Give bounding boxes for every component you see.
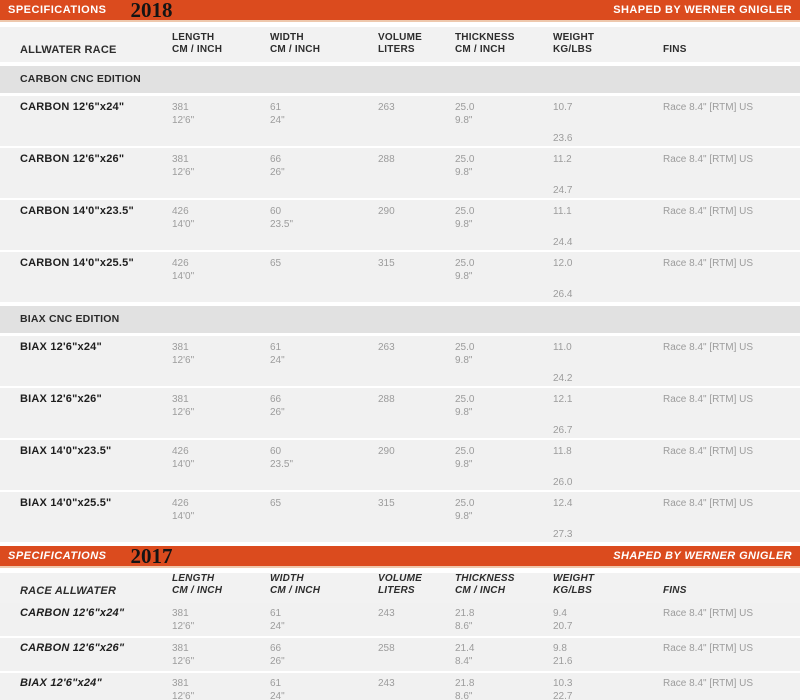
thickness-value-imperial: 9.8" <box>455 167 473 178</box>
fins-spec: Race 8.4" [RTM] US <box>663 394 754 405</box>
table-header-row <box>0 573 800 603</box>
length-value <box>172 200 270 250</box>
volume-liters: 290 <box>378 206 395 217</box>
weight-kg: 10.3 <box>553 678 573 689</box>
width-value <box>270 96 378 146</box>
fins-value <box>663 492 800 542</box>
volume-value <box>378 336 455 386</box>
board-name: BIAX 12'6"x24" <box>20 677 102 689</box>
width-value-metric: 66 <box>270 394 282 405</box>
length-value <box>172 673 270 700</box>
weight-lbs: 24.7 <box>553 185 573 196</box>
width-value-imperial: 24" <box>270 355 285 366</box>
specifications-bar <box>0 546 800 568</box>
year-label: 2018 <box>130 0 173 22</box>
volume-liters: 243 <box>378 608 395 619</box>
volume-liters: 243 <box>378 678 395 689</box>
fins-value <box>663 252 800 302</box>
board-name: BIAX 12'6"x24" <box>20 341 102 353</box>
weight-value <box>553 96 663 146</box>
thickness-value-metric: 25.0 <box>455 498 475 509</box>
fins-spec: Race 8.4" [RTM] US <box>663 154 754 165</box>
thickness-value <box>455 336 553 386</box>
width-value-imperial: 24" <box>270 115 285 126</box>
width-value-metric: 65 <box>270 498 282 509</box>
weight-kg: 12.0 <box>553 258 573 269</box>
length-value <box>172 96 270 146</box>
weight-lbs: 23.6 <box>553 133 573 144</box>
thickness-value <box>455 252 553 302</box>
width-value-metric: 66 <box>270 643 282 654</box>
volume-value <box>378 603 455 636</box>
thickness-value <box>455 673 553 700</box>
length-value-metric: 381 <box>172 678 189 689</box>
width-value <box>270 200 378 250</box>
thickness-value <box>455 388 553 438</box>
board-name: CARBON 12'6"x26" <box>20 642 125 654</box>
weight-lbs: 26.4 <box>553 289 573 300</box>
weight-value <box>553 336 663 386</box>
length-value-imperial: 14'0" <box>172 271 195 282</box>
thickness-value-imperial: 9.8" <box>455 271 473 282</box>
volume-liters: 288 <box>378 154 395 165</box>
volume-value <box>378 673 455 700</box>
thickness-value <box>455 440 553 490</box>
thickness-value-metric: 25.0 <box>455 342 475 353</box>
width-value-metric: 60 <box>270 446 282 457</box>
weight-lbs: 26.7 <box>553 425 573 436</box>
fins-value <box>663 200 800 250</box>
fins-spec: Race 8.4" [RTM] US <box>663 498 754 509</box>
weight-lbs: 20.7 <box>553 621 573 632</box>
year-label: 2017 <box>130 544 173 568</box>
width-value-imperial: 23.5" <box>270 459 294 470</box>
bar-left <box>0 0 613 20</box>
fins-value <box>663 440 800 490</box>
thickness-value-metric: 21.8 <box>455 678 475 689</box>
fins-spec: Race 8.4" [RTM] US <box>663 258 754 269</box>
width-value-metric: 61 <box>270 608 282 619</box>
length-value-imperial: 14'0" <box>172 511 195 522</box>
board-name: CARBON 14'0"x23.5" <box>20 205 134 217</box>
volume-value <box>378 388 455 438</box>
length-value-metric: 381 <box>172 608 189 619</box>
column-header-fins: FINS <box>663 585 687 596</box>
width-value-metric: 61 <box>270 342 282 353</box>
spec-row <box>0 638 800 671</box>
weight-kg: 11.0 <box>553 342 572 353</box>
length-value-metric: 426 <box>172 206 189 217</box>
weight-kg: 9.8 <box>553 643 567 654</box>
length-value-imperial: 12'6" <box>172 115 195 126</box>
thickness-value-metric: 21.4 <box>455 643 475 654</box>
thickness-value-imperial: 9.8" <box>455 219 473 230</box>
board-name: CARBON 12'6"x24" <box>20 607 125 619</box>
spec-row <box>0 673 800 700</box>
board-name: CARBON 14'0"x25.5" <box>20 257 134 269</box>
length-value-metric: 381 <box>172 394 189 405</box>
volume-liters: 290 <box>378 446 395 457</box>
column-header-thickness: THICKNESS CM / INCH <box>455 573 515 596</box>
width-value <box>270 148 378 198</box>
length-value <box>172 148 270 198</box>
thickness-value <box>455 603 553 636</box>
length-value <box>172 603 270 636</box>
spec-row <box>0 148 800 198</box>
bar-left <box>0 546 613 566</box>
thickness-value <box>455 200 553 250</box>
weight-lbs: 21.6 <box>553 656 573 667</box>
thickness-value-metric: 25.0 <box>455 154 475 165</box>
thickness-value-metric: 25.0 <box>455 102 475 113</box>
width-value <box>270 673 378 700</box>
weight-kg: 11.2 <box>553 154 572 165</box>
weight-value <box>553 440 663 490</box>
section-2017 <box>0 546 800 700</box>
fins-value <box>663 638 800 671</box>
length-value-metric: 381 <box>172 643 189 654</box>
weight-lbs: 24.4 <box>553 237 573 248</box>
category-label: RACE ALLWATER <box>20 585 117 597</box>
length-value-metric: 426 <box>172 258 189 269</box>
spec-row <box>0 96 800 146</box>
spec-row <box>0 388 800 438</box>
width-value-imperial: 26" <box>270 167 285 178</box>
thickness-value-imperial: 8.6" <box>455 621 473 632</box>
fins-spec: Race 8.4" [RTM] US <box>663 342 754 353</box>
length-value-imperial: 12'6" <box>172 621 195 632</box>
weight-value <box>553 388 663 438</box>
thickness-value-imperial: 9.8" <box>455 115 473 126</box>
volume-value <box>378 440 455 490</box>
category-label: ALLWATER RACE <box>20 44 117 56</box>
column-header-weight: WEIGHT KG/LBS <box>553 573 595 596</box>
column-header-width: WIDTH CM / INCH <box>270 573 321 596</box>
board-name: BIAX 14'0"x23.5" <box>20 445 112 457</box>
length-value <box>172 638 270 671</box>
fins-spec: Race 8.4" [RTM] US <box>663 643 754 654</box>
column-header-volume: VOLUME LITERS <box>378 32 422 55</box>
weight-kg: 11.8 <box>553 446 572 457</box>
length-value <box>172 440 270 490</box>
weight-value <box>553 638 663 671</box>
width-value-metric: 66 <box>270 154 282 165</box>
length-value <box>172 388 270 438</box>
fins-spec: Race 8.4" [RTM] US <box>663 206 754 217</box>
weight-lbs: 22.7 <box>553 691 573 700</box>
length-value-imperial: 14'0" <box>172 459 195 470</box>
thickness-value-metric: 21.8 <box>455 608 475 619</box>
width-value <box>270 638 378 671</box>
volume-value <box>378 492 455 542</box>
column-header-thickness: THICKNESS CM / INCH <box>455 32 515 55</box>
thickness-value <box>455 148 553 198</box>
column-header-length: LENGTH CM / INCH <box>172 573 223 596</box>
spec-row <box>0 603 800 636</box>
shaper-credit: SHAPED BY WERNER GNIGLER <box>613 550 792 562</box>
weight-lbs: 27.3 <box>553 529 573 540</box>
weight-kg: 9.4 <box>553 608 567 619</box>
rows-2017 <box>0 603 800 700</box>
weight-value <box>553 148 663 198</box>
board-name: CARBON 12'6"x24" <box>20 101 125 113</box>
fins-value <box>663 336 800 386</box>
length-value <box>172 252 270 302</box>
width-value-metric: 60 <box>270 206 282 217</box>
length-value-imperial: 12'6" <box>172 167 195 178</box>
column-header-fins: FINS <box>663 44 687 55</box>
weight-lbs: 26.0 <box>553 477 573 488</box>
table-header-row <box>0 27 800 62</box>
spec-row <box>0 440 800 490</box>
volume-value <box>378 96 455 146</box>
thickness-value-imperial: 9.8" <box>455 459 473 470</box>
rows-2018 <box>0 66 800 542</box>
thickness-value-imperial: 8.4" <box>455 656 473 667</box>
width-value <box>270 440 378 490</box>
length-value-metric: 381 <box>172 102 189 113</box>
weight-lbs: 24.2 <box>553 373 573 384</box>
category-header <box>0 27 172 62</box>
width-value-metric: 65 <box>270 258 282 269</box>
width-value-metric: 61 <box>270 102 282 113</box>
width-value <box>270 603 378 636</box>
fins-spec: Race 8.4" [RTM] US <box>663 446 754 457</box>
spec-row <box>0 336 800 386</box>
thickness-value-metric: 25.0 <box>455 206 475 217</box>
column-header-weight: WEIGHT KG/LBS <box>553 32 595 55</box>
category-header <box>0 573 172 603</box>
width-value-imperial: 26" <box>270 407 285 418</box>
thickness-value <box>455 638 553 671</box>
volume-liters: 263 <box>378 342 395 353</box>
column-header-width: WIDTH CM / INCH <box>270 32 321 55</box>
volume-liters: 263 <box>378 102 395 113</box>
specifications-bar <box>0 0 800 22</box>
thickness-value-metric: 25.0 <box>455 394 475 405</box>
width-value <box>270 492 378 542</box>
board-name: BIAX 12'6"x26" <box>20 393 102 405</box>
fins-spec: Race 8.4" [RTM] US <box>663 102 754 113</box>
group-band: BIAX CNC EDITION <box>0 306 800 333</box>
width-value-imperial: 24" <box>270 621 285 632</box>
fins-value <box>663 148 800 198</box>
spec-row <box>0 492 800 542</box>
width-value-imperial: 23.5" <box>270 219 294 230</box>
specifications-label: SPECIFICATIONS <box>8 4 107 16</box>
weight-value <box>553 492 663 542</box>
shaper-credit: SHAPED BY WERNER GNIGLER <box>613 4 792 16</box>
length-value-imperial: 12'6" <box>172 355 195 366</box>
length-value-metric: 381 <box>172 342 189 353</box>
weight-value <box>553 200 663 250</box>
weight-value <box>553 673 663 700</box>
board-name: BIAX 14'0"x25.5" <box>20 497 112 509</box>
thickness-value <box>455 96 553 146</box>
fins-spec: Race 8.4" [RTM] US <box>663 608 754 619</box>
spec-row <box>0 200 800 250</box>
spec-row <box>0 252 800 302</box>
volume-liters: 258 <box>378 643 395 654</box>
width-value <box>270 252 378 302</box>
volume-value <box>378 200 455 250</box>
weight-value <box>553 603 663 636</box>
length-value-imperial: 12'6" <box>172 407 195 418</box>
column-header-length: LENGTH CM / INCH <box>172 32 223 55</box>
thickness-value <box>455 492 553 542</box>
volume-value <box>378 252 455 302</box>
thickness-value-metric: 25.0 <box>455 446 475 457</box>
fins-value <box>663 603 800 636</box>
thickness-value-imperial: 9.8" <box>455 407 473 418</box>
fins-spec: Race 8.4" [RTM] US <box>663 678 754 689</box>
specifications-label: SPECIFICATIONS <box>8 550 107 562</box>
length-value <box>172 336 270 386</box>
weight-kg: 12.4 <box>553 498 573 509</box>
thickness-value-imperial: 9.8" <box>455 511 473 522</box>
board-name: CARBON 12'6"x26" <box>20 153 125 165</box>
fins-value <box>663 673 800 700</box>
length-value-imperial: 14'0" <box>172 219 195 230</box>
weight-kg: 10.7 <box>553 102 573 113</box>
group-band: CARBON CNC EDITION <box>0 66 800 93</box>
volume-value <box>378 148 455 198</box>
width-value <box>270 336 378 386</box>
thickness-value-metric: 25.0 <box>455 258 475 269</box>
column-header-volume: VOLUME LITERS <box>378 573 422 596</box>
volume-liters: 315 <box>378 498 395 509</box>
fins-value <box>663 96 800 146</box>
length-value-imperial: 12'6" <box>172 656 195 667</box>
weight-value <box>553 252 663 302</box>
volume-liters: 288 <box>378 394 395 405</box>
width-value-metric: 61 <box>270 678 282 689</box>
volume-liters: 315 <box>378 258 395 269</box>
length-value-metric: 426 <box>172 446 189 457</box>
length-value <box>172 492 270 542</box>
weight-kg: 11.1 <box>553 206 572 217</box>
volume-value <box>378 638 455 671</box>
weight-kg: 12.1 <box>553 394 573 405</box>
fins-value <box>663 388 800 438</box>
thickness-value-imperial: 8.6" <box>455 691 473 700</box>
length-value-imperial: 12'6" <box>172 691 195 700</box>
thickness-value-imperial: 9.8" <box>455 355 473 366</box>
width-value-imperial: 26" <box>270 656 285 667</box>
width-value-imperial: 24" <box>270 691 285 700</box>
length-value-metric: 426 <box>172 498 189 509</box>
length-value-metric: 381 <box>172 154 189 165</box>
width-value <box>270 388 378 438</box>
